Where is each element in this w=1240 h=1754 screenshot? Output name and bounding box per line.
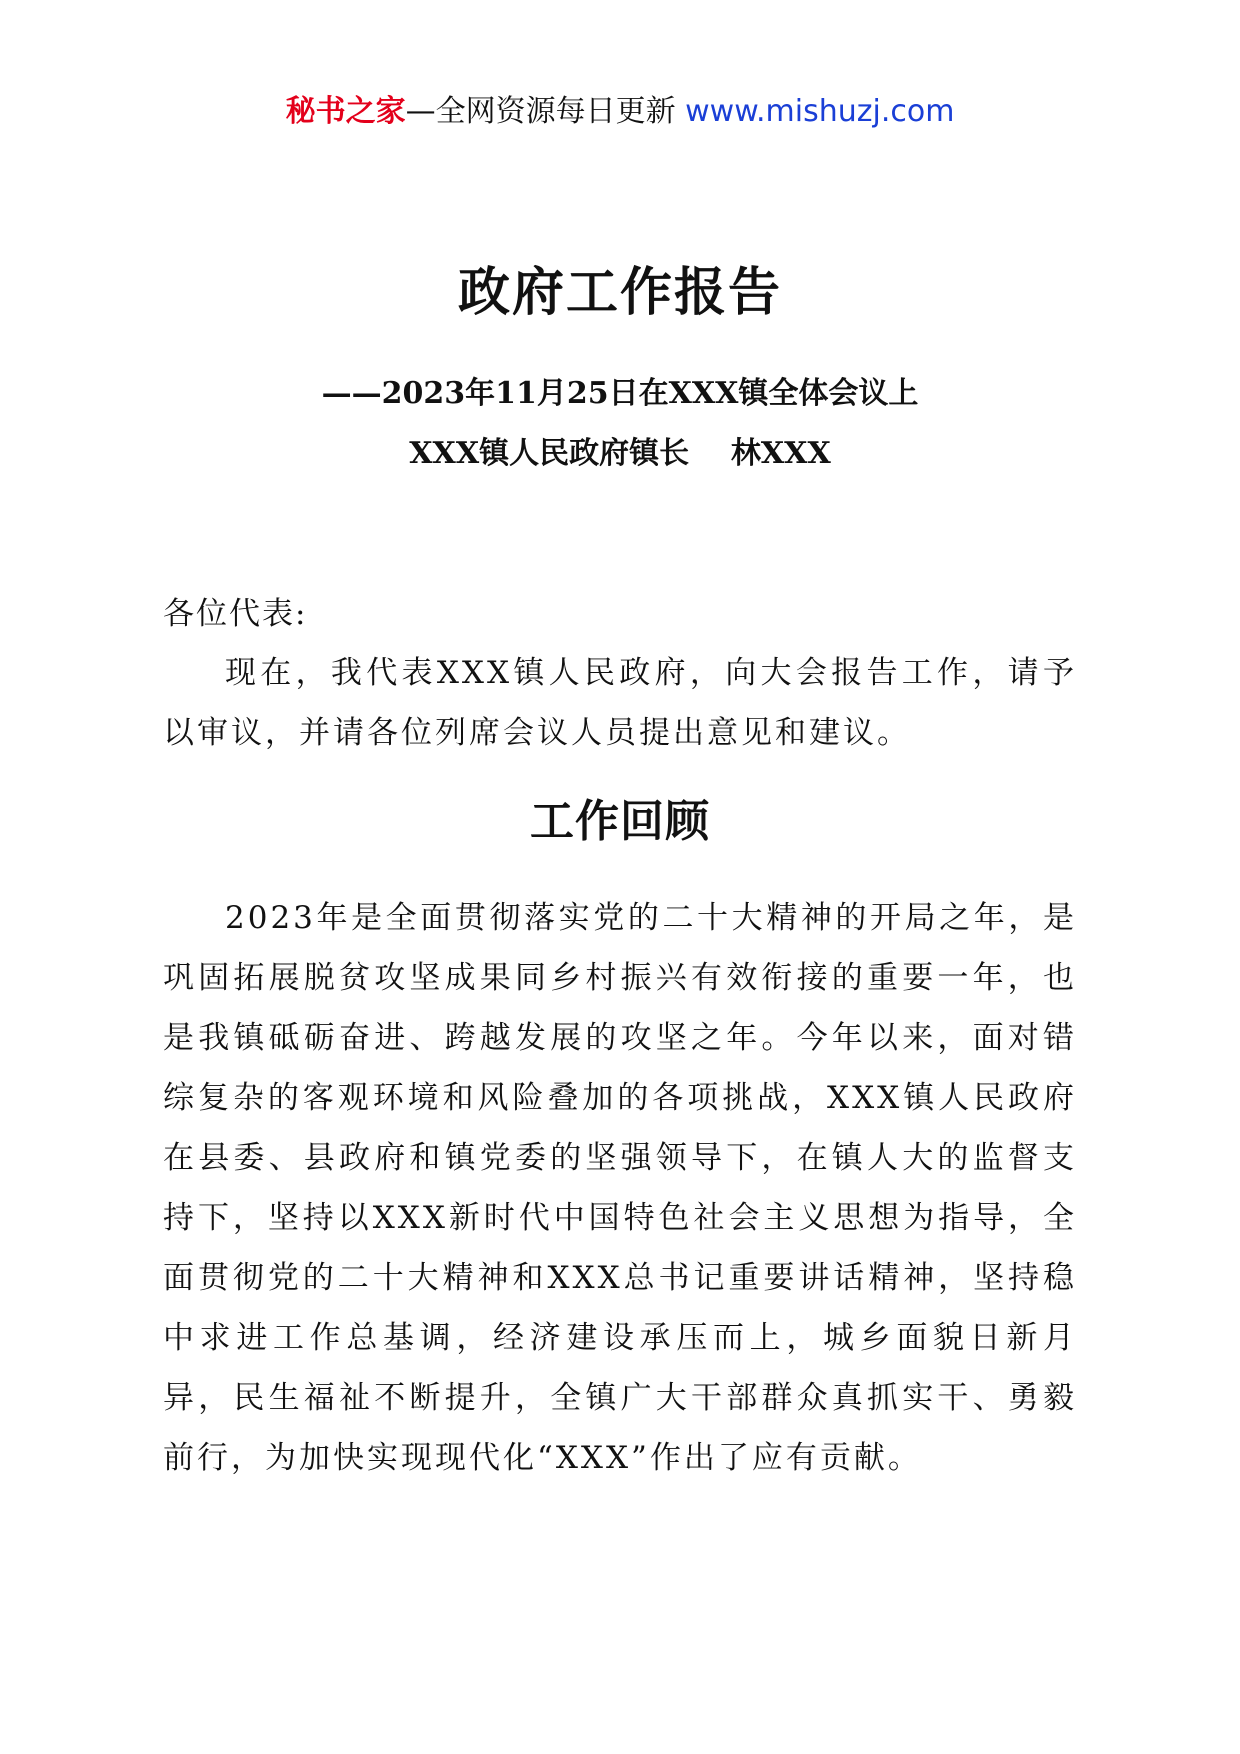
site-header: [0, 92, 1240, 132]
greeting: 各位代表:: [163, 596, 308, 632]
site-brand: 秘书之家: [285, 94, 406, 129]
document-title: 政府工作报告: [457, 262, 782, 323]
document-subtitle: ——2023年11月25日在XXX镇全体会议上: [321, 376, 919, 411]
review-paragraph: 2023年是全面贯彻落实党的二十大精神的开局之年，是巩固拓展脱贫攻坚成果同乡村振兴有效衔接的重要一年，也是我镇砥砺奋进、跨越发展的攻坚之年。今年以来，面对错综复杂的客观环境和风险叠加的各项挑战，XXX镇人民政府在县委、县政府和镇党委的坚强领导下，在镇人大的监督支持下，坚持以XXX新时代中国特色社会主义思想为指导，全面贯彻党的二十大精神和XXX总书记重要讲话精神，坚持稳中求进工作总基调，经济建设承压而上，城乡面貌日新月异，民生福祉不断提升，全镇广大干部群众真抓实干、勇毅前行，为加快实现现代化“XXX”作出了应有贡献。: [163, 900, 1077, 1476]
site-slogan: —全网资源每日更新: [405, 94, 676, 129]
site-url-link[interactable]: www.mishuzj.com: [685, 94, 955, 129]
section-heading-review: 工作回顾: [530, 796, 710, 847]
intro-paragraph: 现在，我代表XXX镇人民政府，向大会报告工作，请予以审议，并请各位列席会议人员提出意见和建议。: [163, 655, 1077, 751]
document-author: XXX镇人民政府镇长 林XXX: [409, 436, 831, 471]
